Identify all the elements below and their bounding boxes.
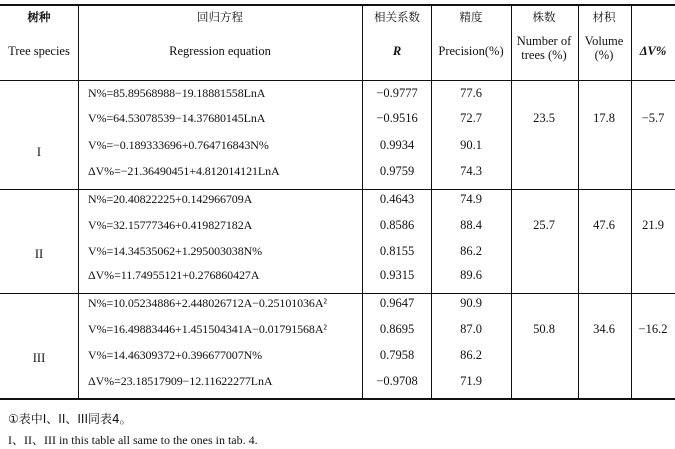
header-equation-cn: 回归方程 xyxy=(197,10,243,24)
equation-cell: N%=10.05234886+2.448026712A−0.25101036A² xyxy=(88,296,327,310)
equation-cell: V%=64.53078539−14.37680145LnA xyxy=(88,111,266,125)
footnote-cn: ①表中I、II、III同表4。 xyxy=(8,412,132,426)
trees-cell: 25.7 xyxy=(533,218,555,232)
r-cell: 0.4643 xyxy=(379,192,415,206)
equation-cell: V%=32.15777346+0.419827182A xyxy=(88,218,253,232)
r-cell: −0.9708 xyxy=(376,374,418,388)
precision-cell: 90.9 xyxy=(460,296,482,310)
equation-cell: V%=−0.189333696+0.764716843N% xyxy=(88,138,269,152)
equation-cell: V%=14.46309372+0.396677007N% xyxy=(88,348,263,362)
precision-cell: 72.7 xyxy=(460,111,482,125)
r-cell: −0.9777 xyxy=(376,86,418,100)
dv-cell: −16.2 xyxy=(638,322,668,336)
header-species-en: Tree species xyxy=(8,44,70,58)
volume-cell: 17.8 xyxy=(593,111,615,125)
column-rule xyxy=(78,4,79,399)
precision-cell: 86.2 xyxy=(460,348,482,362)
precision-cell: 86.2 xyxy=(460,244,482,258)
header-r-en: R xyxy=(392,44,402,58)
precision-cell: 90.1 xyxy=(460,138,482,152)
precision-cell: 74.3 xyxy=(460,164,482,178)
precision-cell: 74.9 xyxy=(460,192,482,206)
header-volume-cn: 材积 xyxy=(592,10,616,24)
header-equation-en: Regression equation xyxy=(169,44,271,58)
group-divider-rule xyxy=(0,189,675,190)
equation-cell: V%=14.34535062+1.295003038N% xyxy=(88,244,263,258)
table-top-rule xyxy=(0,4,675,6)
volume-cell: 34.6 xyxy=(593,322,615,336)
dv-cell: −5.7 xyxy=(641,111,665,125)
dv-cell: 21.9 xyxy=(642,218,664,232)
r-cell: 0.8586 xyxy=(379,218,415,232)
equation-cell: V%=16.49883446+1.451504341A−0.01791568A² xyxy=(88,322,327,336)
group-label: III xyxy=(32,351,46,365)
header-bottom-rule xyxy=(0,80,675,81)
precision-cell: 71.9 xyxy=(460,374,482,388)
column-rule xyxy=(431,4,432,399)
header-precision-cn: 精度 xyxy=(459,10,483,24)
group-label: I xyxy=(36,145,42,159)
column-rule xyxy=(631,4,632,399)
precision-cell: 88.4 xyxy=(460,218,482,232)
precision-cell: 87.0 xyxy=(460,322,482,336)
column-rule xyxy=(578,4,579,399)
group-label: II xyxy=(34,247,44,261)
header-r-cn: 相关系数 xyxy=(374,10,420,24)
precision-cell: 77.6 xyxy=(460,86,482,100)
header-precision-en: Precision(%) xyxy=(438,44,504,58)
header-trees-cn: 株数 xyxy=(532,10,556,24)
trees-cell: 23.5 xyxy=(533,111,555,125)
equation-cell: ΔV%=−21.36490451+4.812014121LnA xyxy=(88,164,280,178)
group-divider-rule xyxy=(0,293,675,294)
r-cell: 0.7958 xyxy=(379,348,415,362)
r-cell: −0.9516 xyxy=(376,111,418,125)
header-dv: ΔV% xyxy=(639,44,667,58)
header-trees-en-1: Number of xyxy=(516,34,572,48)
r-cell: 0.9315 xyxy=(379,268,415,282)
equation-cell: N%=85.89568988−19.18881558LnA xyxy=(88,86,266,100)
header-volume-en-1: Volume xyxy=(584,34,624,48)
volume-cell: 47.6 xyxy=(593,218,615,232)
r-cell: 0.8155 xyxy=(379,244,415,258)
header-trees-en-2: trees (%) xyxy=(521,48,567,62)
r-cell: 0.9759 xyxy=(379,164,415,178)
r-cell: 0.8695 xyxy=(379,322,415,336)
equation-cell: N%=20.40822225+0.142966709A xyxy=(88,192,253,206)
table-bottom-rule xyxy=(0,398,675,400)
trees-cell: 50.8 xyxy=(533,322,555,336)
column-rule xyxy=(362,4,363,399)
equation-cell: ΔV%=23.18517909−12.11622277LnA xyxy=(88,374,273,388)
column-rule xyxy=(511,4,512,399)
header-species-cn: 树种 xyxy=(27,10,51,24)
equation-cell: ΔV%=11.74955121+0.276860427A xyxy=(88,268,260,282)
r-cell: 0.9647 xyxy=(379,296,415,310)
r-cell: 0.9934 xyxy=(379,138,415,152)
footnote-en: I、II、III in this table all same to the ones in tab. 4. xyxy=(8,433,258,447)
header-volume-en-2: (%) xyxy=(594,48,614,62)
precision-cell: 89.6 xyxy=(460,268,482,282)
